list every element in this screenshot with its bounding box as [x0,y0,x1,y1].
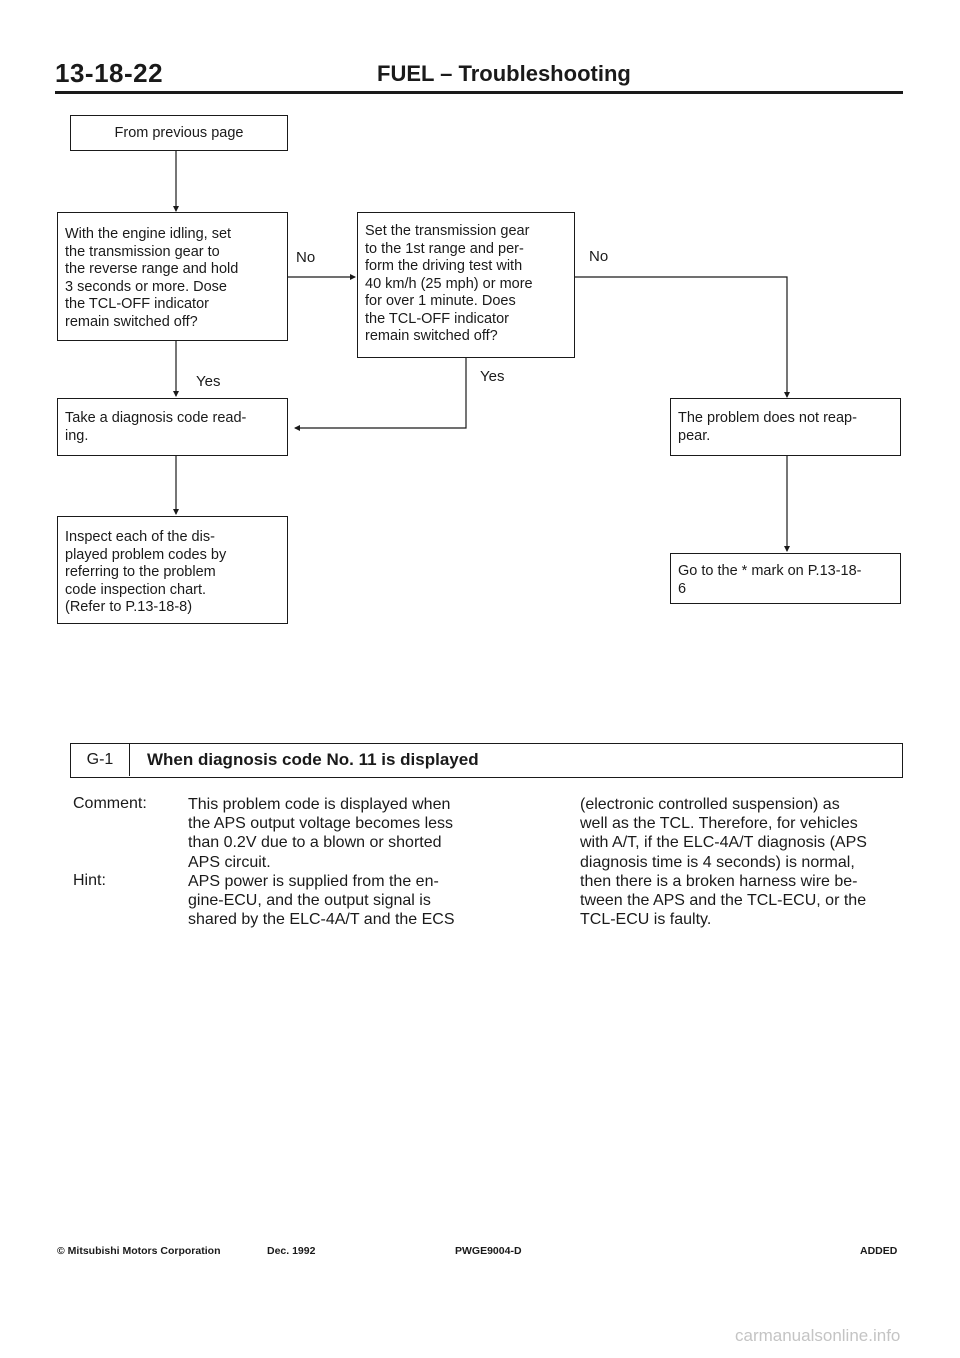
comment-line: the APS output voltage becomes less [188,815,454,833]
footer-date: Dec. 1992 [267,1245,316,1257]
diagnosis-reading-box [57,398,288,456]
q1-line: the TCL-OFF indicator [65,296,209,312]
diag-line: ing. [65,427,89,444]
right-line: diagnosis time is 4 seconds) is normal, [580,853,855,871]
question-box-2 [357,212,575,358]
page-number: 13-18-22 [55,58,164,88]
label-yes-2: Yes [480,368,505,385]
comment-label: Comment: [73,795,147,812]
inspect-line: Inspect each of the dis- [65,529,215,545]
from-previous-text: From previous page [114,125,244,141]
footer-doc-code: PWGE9004-D [455,1245,522,1257]
label-yes-1: Yes [196,373,221,390]
question-box-1 [57,212,288,341]
q1-line: remain switched off? [65,313,198,330]
q2-line: remain switched off? [365,328,498,344]
right-column-text [580,795,903,929]
right-line: well as the TCL. Therefore, for vehicles [580,815,858,833]
section-bar [70,743,903,778]
section-title: FUEL – Troubleshooting [377,61,631,86]
label-no-1: No [296,249,316,266]
inspect-line: referring to the problem [65,564,216,580]
from-previous-box [70,115,288,151]
label-no-2: No [589,248,609,265]
inspect-line: code inspection chart. [65,581,207,598]
q1-line: the transmission gear to [65,243,220,260]
arrow-q2-yes [295,358,466,428]
comment-line: than 0.2V due to a blown or shorted [188,834,442,852]
noreappear-line: pear. [678,427,711,444]
footer-status: ADDED [860,1245,898,1257]
comment-line: APS circuit. [188,853,271,871]
hint-line: APS power is supplied from the en- [188,873,439,890]
right-line: with A/T, if the ELC-4A/T diagnosis (APS [580,834,867,852]
goto-line: 6 [678,580,687,597]
noreappear-line: The problem does not reap- [678,410,857,426]
inspect-line: played problem codes by [65,546,227,563]
q2-line: the TCL-OFF indicator [365,310,509,327]
inspect-codes-box [57,516,288,624]
right-line: then there is a broken harness wire be- [580,872,858,890]
right-line: TCL-ECU is faulty. [580,911,712,929]
arrow-q2-no [575,277,787,397]
comment-text [188,795,468,872]
hint-label: Hint: [73,872,106,889]
q2-line: to the 1st range and per- [365,240,524,257]
goto-line: Go to the * mark on P.13-18- [678,563,862,579]
q1-line: the reverse range and hold [65,261,239,277]
comment-line: This problem code is displayed when [188,796,451,813]
q2-line: for over 1 minute. Does [365,293,516,309]
section-heading: When diagnosis code No. 11 is displayed [147,750,479,769]
q2-line: 40 km/h (25 mph) or more [365,275,533,292]
diag-line: Take a diagnosis code read- [65,410,247,426]
watermark: carmanualsonline.info [735,1326,901,1345]
section-code: G-1 [71,744,130,776]
footer-copyright: © Mitsubishi Motors Corporation [57,1245,221,1257]
hint-text [188,872,468,930]
q2-line: form the driving test with [365,258,523,274]
q1-line: With the engine idling, set [65,226,232,242]
no-reappear-box [670,398,901,456]
q1-line: 3 seconds or more. Dose [65,278,227,295]
hint-line: shared by the ELC-4A/T and the ECS [188,911,455,929]
hint-line: gine-ECU, and the output signal is [188,892,431,910]
right-line: tween the APS and the TCL-ECU, or the [580,892,867,910]
goto-box [670,553,901,604]
right-line: (electronic controlled suspension) as [580,796,840,813]
inspect-line: (Refer to P.13-18-8) [65,599,193,615]
q2-line: Set the transmission gear [365,223,530,239]
